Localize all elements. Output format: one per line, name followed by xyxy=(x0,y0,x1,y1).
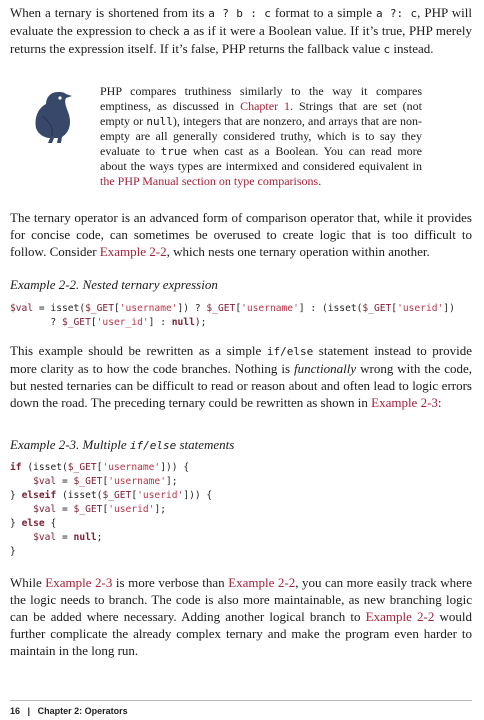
code-line: } elseif (isset($_GET['userid'])) { xyxy=(10,490,213,501)
page-footer xyxy=(10,706,128,716)
link-example-2-3[interactable]: Example 2-3 xyxy=(45,575,113,590)
paragraph-ternary-overuse: The ternary operator is an advanced form of comparison operator that, while it provides for concise code, can sometimes be overused to create logic that is too difficult to follow. Consider Example 2-2, which nests one ternary operation within another. xyxy=(10,210,472,259)
chapter-title: Chapter 2: Operators xyxy=(37,706,128,716)
footer-separator: | xyxy=(27,706,31,716)
example-caption: Example 2-2. Nested ternary expression xyxy=(10,277,218,292)
inline-code: a ? b : c xyxy=(208,7,271,20)
inline-code: c xyxy=(383,43,391,56)
code-line: if (isset($_GET['username'])) { xyxy=(10,462,190,473)
code-line: $val = null; xyxy=(33,532,103,543)
code-line: } else { xyxy=(10,518,57,529)
code-line: ? $_GET['user_id'] : null); xyxy=(10,317,207,328)
link-php-manual[interactable]: the PHP Manual section on type comparisons xyxy=(100,174,319,188)
inline-code: null xyxy=(146,115,173,128)
code-line: } xyxy=(10,546,16,557)
note-box xyxy=(10,84,472,200)
footer-divider xyxy=(10,700,472,701)
example-caption: Example 2-3. Multiple if/else statements xyxy=(10,437,235,452)
inline-code: true xyxy=(160,145,188,158)
link-example-2-2[interactable]: Example 2-2 xyxy=(228,575,296,590)
page-number: 16 xyxy=(10,706,21,716)
code-line: $val = $_GET['userid']; xyxy=(33,504,166,515)
link-example-2-2[interactable]: Example 2-2 xyxy=(99,244,167,259)
code-block-example-2-3 xyxy=(10,461,472,559)
code-line: $val = $_GET['username']; xyxy=(33,476,178,487)
link-chapter-1[interactable]: Chapter 1 xyxy=(240,99,291,113)
inline-code: a ?: c xyxy=(375,7,418,20)
code-line: $val = isset($_GET['username']) ? $_GET['username'] : (isset($_GET['userid']) xyxy=(10,303,455,314)
link-example-2-2[interactable]: Example 2-2 xyxy=(365,609,435,624)
note-text: PHP compares truthiness similarly to the way it compares emptiness, as discussed in Chapter 1. Strings that are set (not empty or null), integers that are nonzero, and arrays that are non-empty are all generally considered truthy, which is to say they evaluate to true when cast as a Boolean. You can read more about the ways types are intermixed and considered equivalent in the PHP Manual section on type comparisons. xyxy=(100,84,423,188)
link-example-2-3[interactable]: Example 2-3 xyxy=(371,395,438,410)
bird-icon xyxy=(28,88,76,144)
paragraph-ternary-shorthand: When a ternary is shortened from its a ? b : c format to a simple a ?: c, PHP will evaluate the expression to check a as if it were a Boolean value. If it’s true, PHP merely returns the expression itself. If it’s false, PHP returns the fallback value c instead. xyxy=(10,5,472,56)
inline-code: a xyxy=(183,25,190,38)
code-block-example-2-2 xyxy=(10,302,472,330)
paragraph-maintainability: While Example 2-3 is more verbose than Example 2-2, you can more easily track where the logic needs to branch. The code is also more maintainable, as new branching logic can be added where necessary. Adding another logical branch to Example 2-2 would further complicate the already complex ternary and make the program even harder to maintain in the long run. xyxy=(10,575,472,658)
paragraph-rewrite-advice: This example should be rewritten as a simple if/else statement instead to provide more clarity as to how the code branches. Nothing is functionally wrong with the code, but nested ternaries can be difficult to read or reason about and often lead to logic errors down the road. The preceding ternary could be rewritten as shown in Example 2-3: xyxy=(10,343,472,410)
inline-code: if/else xyxy=(266,345,314,358)
